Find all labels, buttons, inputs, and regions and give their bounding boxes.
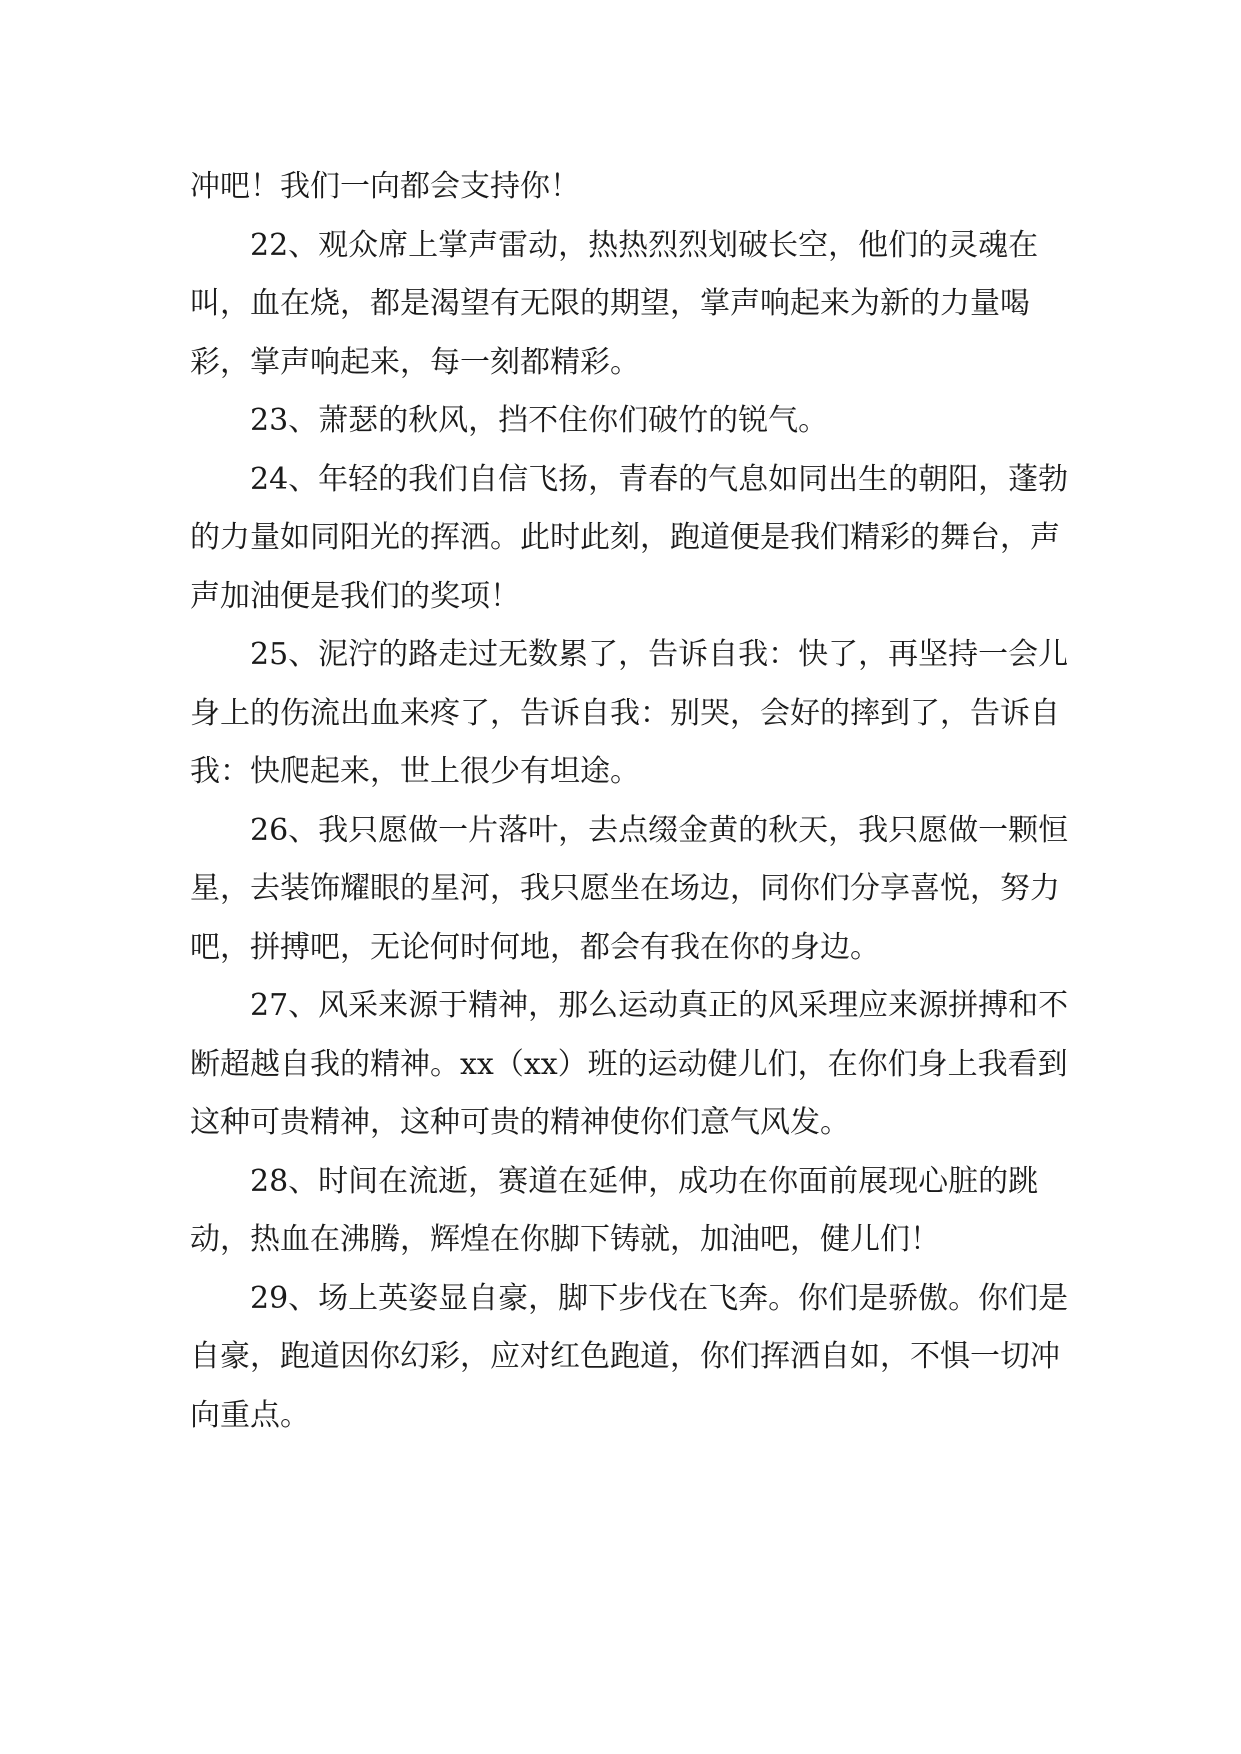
- paragraph-28: 28、时间在流逝，赛道在延伸，成功在你面前展现心脏的跳动，热血在沸腾，辉煌在你脚下铸就，加油吧，健儿们！: [190, 1163, 1039, 1257]
- paragraph-26: 26、我只愿做一片落叶，去点缀金黄的秋天，我只愿做一颗恒星，去装饰耀眼的星河，我只愿坐在场边，同你们分享喜悦，努力吧，拼搏吧，无论何时何地，都会有我在你的身边。: [190, 812, 1069, 965]
- paragraph-27: 27、风采来源于精神，那么运动真正的风采理应来源拼搏和不断超越自我的精神。xx（xx）班的运动健儿们，在你们身上我看到这种可贵精神，这种可贵的精神使你们意气风发。: [190, 988, 1069, 1140]
- paragraph-23: 23、萧瑟的秋风，挡不住你们破竹的锐气。: [250, 403, 829, 438]
- document-body: [190, 158, 1080, 1445]
- paragraph-continuation: 冲吧！我们一向都会支持你！: [190, 169, 580, 204]
- paragraph-29: 29、场上英姿显自豪，脚下步伐在飞奔。你们是骄傲。你们是自豪，跑道因你幻彩，应对红色跑道，你们挥洒自如，不惧一切冲向重点。: [190, 1280, 1069, 1433]
- paragraph-25: 25、泥泞的路走过无数累了，告诉自我：快了，再坚持一会儿身上的伤流出血来疼了，告诉自我：别哭，会好的摔到了，告诉自我：快爬起来，世上很少有坦途。: [190, 637, 1069, 789]
- paragraph-24: 24、年轻的我们自信飞扬，青春的气息如同出生的朝阳，蓬勃的力量如同阳光的挥洒。此时此刻，跑道便是我们精彩的舞台，声声加油便是我们的奖项！: [190, 461, 1069, 614]
- paragraph-22: 22、观众席上掌声雷动，热热烈烈划破长空，他们的灵魂在叫，血在烧，都是渴望有无限的期望，掌声响起来为新的力量喝彩，掌声响起来，每一刻都精彩。: [190, 227, 1039, 380]
